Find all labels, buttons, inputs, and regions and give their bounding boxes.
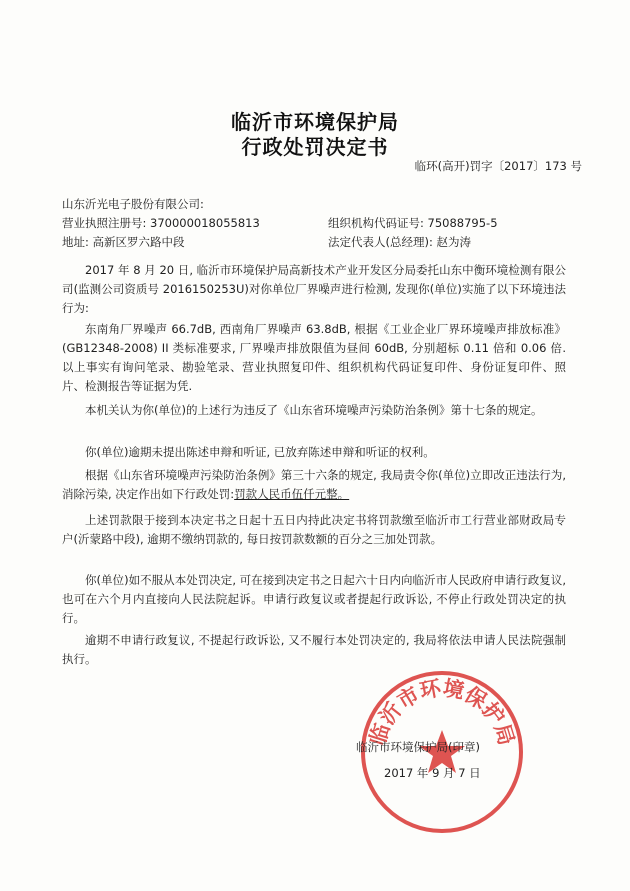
paragraph-penalty — [62, 466, 566, 504]
company-address: 地址: 高新区罗六路中段 — [62, 235, 185, 249]
document-number: 临环(高开)罚字〔2017〕173 号 — [414, 159, 582, 173]
paragraph-inspection: 2017 年 8 月 20 日, 临沂市环境保护局高新技术产业开发区分局委托山东中衡环境检测有限公司(监测公司资质号 2016150253U)对你单位厂界噪声进行检测, 发现你(单位)实施了以下环境违法行为: — [62, 263, 566, 315]
paragraph-appeal-rights: 你(单位)如不服从本处罚决定, 可在接到决定书之日起六十日内向临沂市人民政府申请行政复议, 也可在六个月内直接向人民法院起诉。申请行政复议或者提起行政诉讼, 不停止行政处罚决定的执行。 — [62, 573, 566, 625]
paragraph-enforcement: 逾期不申请行政复议, 不提起行政诉讼, 又不履行本处罚决定的, 我局将依法申请人民法院强制执行。 — [62, 633, 566, 666]
company-name: 山东沂光电子股份有限公司: — [62, 197, 204, 211]
seal-text: 临沂市环境保护局 — [365, 675, 519, 748]
document-title: 行政处罚决定书 — [241, 135, 389, 159]
business-license: 营业执照注册号: 370000018055813 — [62, 216, 260, 230]
issuing-authority: 临沂市环境保护局(印章) — [356, 740, 480, 754]
agency-title: 临沂市环境保护局 — [231, 110, 399, 134]
penalty-basis: 根据《山东省环境噪声污染防治条例》第三十六条的规定, 我局责令你(单位)立即改正违法行为, 消除污染, 决定作出如下行政处罚: — [62, 468, 566, 501]
paragraph-legal-basis: 本机关认为你(单位)的上述行为违反了《山东省环境噪声污染防治条例》第十七条的规定。 — [85, 403, 543, 417]
penalty-amount: 罚款人民币伍仟元整。 — [234, 487, 350, 501]
legal-representative: 法定代表人(总经理): 赵为涛 — [328, 235, 472, 249]
paragraph-violation-facts: 东南角厂界噪声 66.7dB, 西南角厂界噪声 63.8dB, 根据《工业企业厂界环境噪声排放标准》(GB12348-2008) II 类标准要求, 厂界噪声排放限值为昼间 60dB, 分别超标 0.11 倍和 0.06 倍. 以上事实有询问笔录、勘验笔录、营业执照复印件、组织机构代码证复印件、身份证复印件、照片、检测报告等证据为凭. — [62, 322, 566, 393]
paragraph-hearing-waiver: 你(单位)逾期未提出陈述申辩和听证, 已放弃陈述申辩和听证的权利。 — [85, 445, 435, 459]
paragraph-payment: 上述罚款限于接到本决定书之日起十五日内持此决定书将罚款缴至临沂市工行营业部财政局专户(沂蒙路中段), 逾期不缴纳罚款的, 每日按罚款数额的百分之三加处罚款。 — [62, 513, 566, 546]
issue-date: 2017 年 9 月 7 日 — [384, 766, 481, 780]
org-code: 组织机构代码证号: 75088795-5 — [328, 216, 498, 230]
